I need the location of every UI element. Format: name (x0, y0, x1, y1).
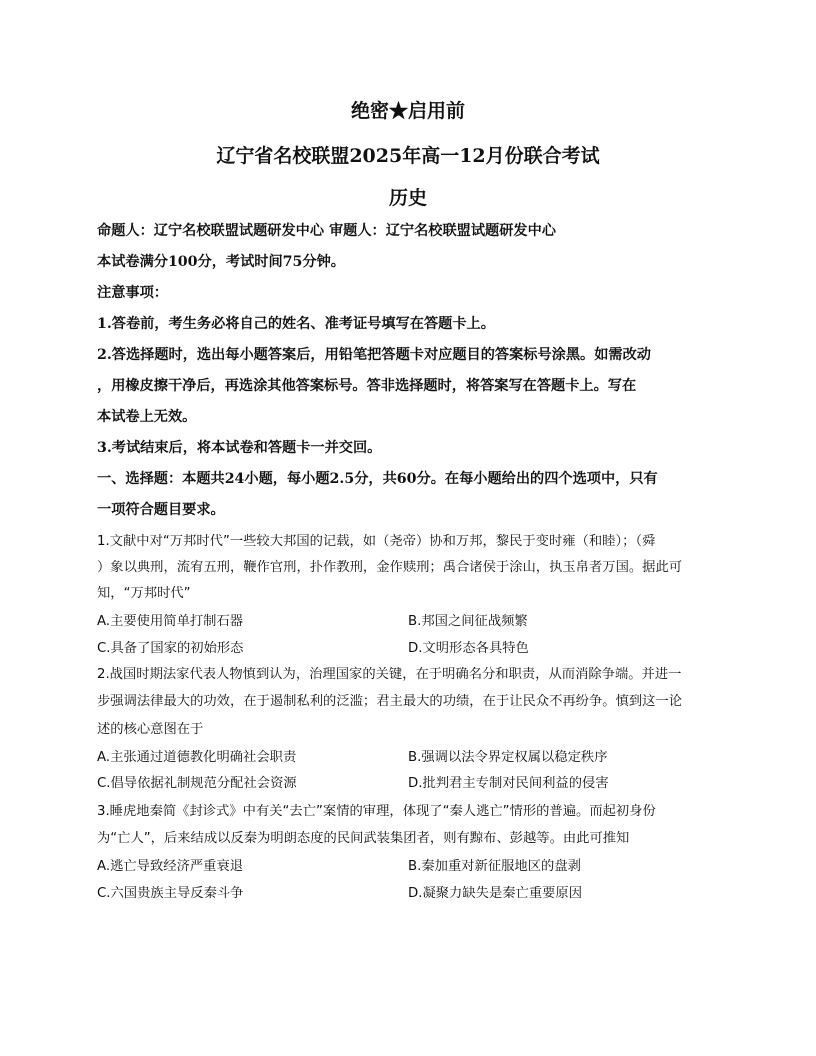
note-1: 1.答卷前，考生务必将自己的姓名、准考证号填写在答题卡上。 (97, 316, 495, 332)
section-heading-line-2: 一项符合题目要求。 (97, 502, 225, 518)
question-2-option-b: B.强调以法令界定权属以稳定秩序 (408, 750, 608, 765)
question-2-option-a: A.主张通过道德教化明确社会职责 (97, 750, 297, 765)
question-2-option-d: D.批判君主专制对民间利益的侵害 (408, 776, 609, 791)
subject-title: 历史 (388, 187, 427, 209)
exam-title: 辽宁省名校联盟2025年高一12月份联合考试 (216, 145, 600, 167)
question-2-stem-line-1: 2.战国时期法家代表人物慎到认为，治理国家的关键，在于明确名分和职责，从而消除争端。并进一 (97, 667, 682, 682)
question-2-option-c: C.倡导依据礼制规范分配社会资源 (97, 776, 297, 791)
question-3-option-a: A.逃亡导致经济严重衰退 (97, 859, 244, 874)
question-1-option-d: D.文明形态各具特色 (408, 641, 529, 656)
question-1-stem-line-3: 知，“万邦时代” (97, 586, 191, 601)
score-time-line: 本试卷满分100分，考试时间75分钟。 (97, 254, 345, 270)
question-1-stem-line-1: 1.文献中对“万邦时代”一些较大邦国的记载，如（尧帝）协和万邦，黎民于变时雍（和睦）；（舜 (97, 534, 656, 549)
authors-line: 命题人：辽宁名校联盟试题研发中心 审题人：辽宁名校联盟试题研发中心 (97, 223, 556, 239)
notes-title: 注意事项： (97, 285, 168, 301)
note-2-line-1: 2.答选择题时，选出每小题答案后，用铅笔把答题卡对应题目的答案标号涂黑。如需改动 (97, 347, 651, 363)
question-3-option-c: C.六国贵族主导反秦斗争 (97, 886, 244, 901)
note-3: 3.考试结束后，将本试卷和答题卡一并交回。 (97, 440, 382, 456)
question-3-stem-line-1: 3.睡虎地秦简《封诊式》中有关“去亡”案情的审理，体现了“秦人逃亡”情形的普遍。而起初身份 (97, 804, 656, 819)
question-1-option-b: B.邦国之间征战频繁 (408, 614, 528, 629)
question-2-stem-line-3: 述的核心意图在于 (97, 722, 204, 737)
secret-label: 绝密★启用前 (350, 100, 465, 122)
question-3-stem-line-2: 为“亡人”，后来结成以反秦为明朗态度的民间武装集团者，则有黥布、彭越等。由此可推知 (97, 831, 630, 846)
question-1-option-c: C.具备了国家的初始形态 (97, 641, 244, 656)
section-heading-line-1: 一、选择题：本题共24小题，每小题2.5分，共60分。在每小题给出的四个选项中，只有 (97, 471, 658, 487)
note-2-line-3: 本试卷上无效。 (97, 409, 197, 425)
question-1-stem-line-2: ）象以典刑，流宥五刑，鞭作官刑，扑作教刑，金作赎刑；禹合诸侯于涂山，执玉帛者万国。据此可 (97, 560, 683, 575)
question-3-option-b: B.秦加重对新征服地区的盘剥 (408, 859, 581, 874)
question-1-option-a: A.主要使用简单打制石器 (97, 614, 244, 629)
question-3-option-d: D.凝聚力缺失是秦亡重要原因 (408, 886, 583, 901)
note-2-line-2: ，用橡皮擦干净后，再选涂其他答案标号。答非选择题时，将答案写在答题卡上。写在 (97, 378, 637, 394)
question-2-stem-line-2: 步强调法律最大的功效，在于遏制私利的泛滥；君主最大的功绩，在于让民众不再纷争。慎到这一论 (97, 694, 683, 709)
